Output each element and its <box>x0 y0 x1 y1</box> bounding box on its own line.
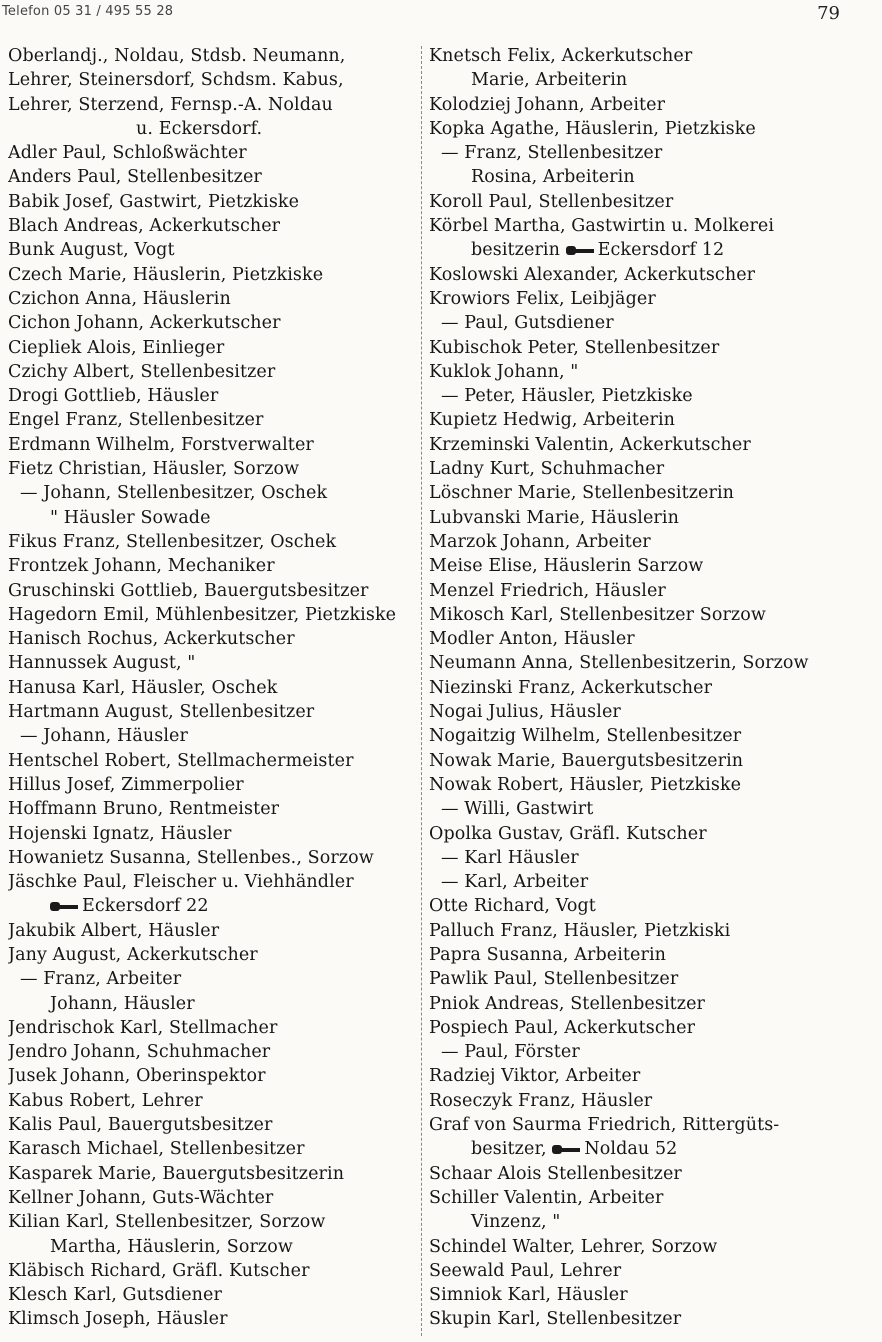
directory-entry: Kläbisch Richard, Gräfl. Kutscher <box>8 1260 310 1281</box>
directory-entry: Anders Paul, Stellenbesitzer <box>8 167 262 188</box>
directory-entry: Jendro Johann, Schuhmacher <box>8 1042 271 1063</box>
directory-entry: Krzeminski Valentin, Ackerkutscher <box>429 434 751 455</box>
directory-entry: Johann, Häusler <box>50 993 195 1014</box>
phone-header: Telefon 05 31 / 495 55 28 <box>2 4 174 19</box>
directory-entry: Frontzek Johann, Mechaniker <box>8 556 275 577</box>
directory-entry: Kupietz Hedwig, Arbeiterin <box>429 410 676 431</box>
directory-entry: " Häusler Sowade <box>50 507 211 528</box>
directory-entry: Schaar Alois Stellenbesitzer <box>429 1163 682 1184</box>
directory-entry: Roseczyk Franz, Häusler <box>429 1090 653 1111</box>
directory-entry: Skupin Karl, Stellenbesitzer <box>429 1309 682 1330</box>
directory-entry: — Karl Häusler <box>441 847 579 868</box>
directory-entry: — Paul, Förster <box>441 1042 580 1063</box>
directory-entry: Gruschinski Gottlieb, Bauergutsbesitzer <box>8 580 369 601</box>
directory-entry: Simniok Karl, Häusler <box>429 1285 628 1306</box>
directory-entry: Papra Susanna, Arbeiterin <box>429 944 667 965</box>
directory-entry: Kuklok Johann, " <box>429 361 579 382</box>
directory-entry: Klesch Karl, Gutsdiener <box>8 1285 222 1306</box>
directory-entry: Klimsch Joseph, Häusler <box>8 1309 228 1330</box>
directory-entry: Krowiors Felix, Leibjäger <box>429 288 656 309</box>
directory-entry: Knetsch Felix, Ackerkutscher <box>429 46 693 66</box>
directory-entry: Pospiech Paul, Ackerkutscher <box>429 1017 696 1038</box>
directory-entry: Palluch Franz, Häusler, Pietzkiski <box>429 920 731 941</box>
directory-entry: Kalis Paul, Bauergutsbesitzer <box>8 1115 273 1136</box>
directory-entry: Schiller Valentin, Arbeiter <box>429 1187 664 1208</box>
directory-entry: Kolodziej Johann, Arbeiter <box>429 94 666 115</box>
directory-entry: Adler Paul, Schloßwächter <box>8 143 247 164</box>
directory-entry: Vinzenz, " <box>471 1212 561 1233</box>
directory-entry: Seewald Paul, Lehrer <box>429 1260 622 1281</box>
directory-entry: Kopka Agathe, Häuslerin, Pietzkiske <box>429 118 756 139</box>
directory-entry: Drogi Gottlieb, Häusler <box>8 386 219 407</box>
telephone-key-icon <box>552 1144 578 1156</box>
directory-entry: Jäschke Paul, Fleischer u. Viehhändler <box>8 872 354 893</box>
directory-entry: Marie, Arbeiterin <box>471 70 628 91</box>
directory-entry: Hannussek August, " <box>8 653 196 674</box>
directory-entry: — Karl, Arbeiter <box>441 872 589 893</box>
directory-entry: Marzok Johann, Arbeiter <box>429 531 651 552</box>
directory-entry: Engel Franz, Stellenbesitzer <box>8 410 264 431</box>
directory-entry: Blach Andreas, Ackerkutscher <box>8 216 281 237</box>
directory-entry: Nowak Marie, Bauergutsbesitzerin <box>429 750 744 771</box>
directory-entry: Schindel Walter, Lehrer, Sorzow <box>429 1236 718 1257</box>
directory-entry: Karasch Michael, Stellenbesitzer <box>8 1139 305 1160</box>
directory-entry: Eckersdorf 22 <box>8 894 418 918</box>
right-column <box>429 44 879 1332</box>
directory-entry: Ladny Kurt, Schuhmacher <box>429 459 665 480</box>
directory-entry: Kubischok Peter, Stellenbesitzer <box>429 337 720 358</box>
directory-entry: Hanusa Karl, Häusler, Oschek <box>8 677 278 698</box>
directory-entry: Jany August, Ackerkutscher <box>8 944 258 965</box>
directory-entry: Nogaitzig Wilhelm, Stellenbesitzer <box>429 726 742 747</box>
directory-entry: Lubvanski Marie, Häuslerin <box>429 507 679 528</box>
directory-entry: Hartmann August, Stellenbesitzer <box>8 702 315 723</box>
directory-entry: Czichy Albert, Stellenbesitzer <box>8 361 276 382</box>
directory-entry: Babik Josef, Gastwirt, Pietzkiske <box>8 191 300 212</box>
directory-entry: Niezinski Franz, Ackerkutscher <box>429 677 713 698</box>
directory-entry: Meise Elise, Häuslerin Sarzow <box>429 556 704 577</box>
directory-entry: Hagedorn Emil, Mühlenbesitzer, Pietzkiske <box>8 604 397 625</box>
directory-entry: Jakubik Albert, Häusler <box>8 920 220 941</box>
directory-entry: Fikus Franz, Stellenbesitzer, Oschek <box>8 531 337 552</box>
directory-entry: Opolka Gustav, Gräfl. Kutscher <box>429 823 707 844</box>
directory-entry: Mikosch Karl, Stellenbesitzer Sorzow <box>429 604 766 625</box>
directory-entry: Hanisch Rochus, Ackerkutscher <box>8 629 295 650</box>
directory-entry: Czichon Anna, Häuslerin <box>8 288 231 309</box>
column-divider <box>421 46 422 1336</box>
directory-entry: Rosina, Arbeiterin <box>471 167 635 188</box>
directory-entry: Pawlik Paul, Stellenbesitzer <box>429 969 679 990</box>
directory-entry: Oberlandj., Noldau, Stdsb. Neumann, <box>8 46 346 66</box>
directory-entry: Löschner Marie, Stellenbesitzerin <box>429 483 735 504</box>
directory-entry: Fietz Christian, Häusler, Sorzow <box>8 459 300 480</box>
directory-entry: Pniok Andreas, Stellenbesitzer <box>429 993 706 1014</box>
directory-entry: besitzerin Eckersdorf 12 <box>471 240 725 261</box>
directory-entry: Nowak Robert, Häusler, Pietzkiske <box>429 774 742 795</box>
directory-entry: — Peter, Häusler, Pietzkiske <box>441 386 693 407</box>
directory-entry: Nogai Julius, Häusler <box>429 702 621 723</box>
directory-entry: Ciepliek Alois, Einlieger <box>8 337 225 358</box>
telephone-key-icon <box>50 901 76 913</box>
directory-entry: Erdmann Wilhelm, Forstverwalter <box>8 434 314 455</box>
directory-entry: — Johann, Stellenbesitzer, Oschek <box>20 483 328 504</box>
directory-entry: Lehrer, Steinersdorf, Schdsm. Kabus, <box>8 70 344 91</box>
directory-entry: Hentschel Robert, Stellmachermeister <box>8 750 354 771</box>
directory-entry: Kasparek Marie, Bauergutsbesitzerin <box>8 1163 345 1184</box>
directory-entry: Neumann Anna, Stellenbesitzerin, Sorzow <box>429 653 809 674</box>
directory-entry: Menzel Friedrich, Häusler <box>429 580 666 601</box>
directory-entry: Kilian Karl, Stellenbesitzer, Sorzow <box>8 1212 326 1233</box>
directory-entry: Jusek Johann, Oberinspektor <box>8 1066 266 1087</box>
page-number: 79 <box>817 3 840 24</box>
directory-entry: — Willi, Gastwirt <box>441 799 594 820</box>
directory-entry: — Johann, Häusler <box>20 726 188 747</box>
directory-entry: Martha, Häuslerin, Sorzow <box>50 1236 293 1257</box>
telephone-key-icon <box>566 245 592 257</box>
directory-entry: — Paul, Gutsdiener <box>441 313 614 334</box>
directory-entry: Cichon Johann, Ackerkutscher <box>8 313 281 334</box>
directory-entry: Radziej Viktor, Arbeiter <box>429 1066 641 1087</box>
directory-entry: Kabus Robert, Lehrer <box>8 1090 203 1111</box>
directory-entry: — Franz, Arbeiter <box>20 969 182 990</box>
directory-entry: Otte Richard, Vogt <box>429 896 596 917</box>
directory-entry: Czech Marie, Häuslerin, Pietzkiske <box>8 264 324 285</box>
directory-entry: Koslowski Alexander, Ackerkutscher <box>429 264 756 285</box>
directory-entry: — Franz, Stellenbesitzer <box>441 143 663 164</box>
directory-entry: Howanietz Susanna, Stellenbes., Sorzow <box>8 847 374 868</box>
directory-entry: Modler Anton, Häusler <box>429 629 635 650</box>
directory-entry: u. Eckersdorf. <box>136 118 263 139</box>
directory-entry: Jendrischok Karl, Stellmacher <box>8 1017 278 1038</box>
directory-entry: Kellner Johann, Guts-Wächter <box>8 1187 274 1208</box>
directory-entry: Graf von Saurma Friedrich, Rittergüts- <box>429 1115 780 1136</box>
directory-entry: Körbel Martha, Gastwirtin u. Molkerei <box>429 216 775 237</box>
left-column <box>8 44 418 1332</box>
directory-entry: Hillus Josef, Zimmerpolier <box>8 774 244 795</box>
directory-entry: Bunk August, Vogt <box>8 240 175 261</box>
directory-entry: Lehrer, Sterzend, Fernsp.-A. Noldau <box>8 94 333 115</box>
directory-entry: besitzer, Noldau 52 <box>471 1139 678 1160</box>
directory-entry: Koroll Paul, Stellenbesitzer <box>429 191 674 212</box>
directory-entry: Hoffmann Bruno, Rentmeister <box>8 799 280 820</box>
directory-entry: Hojenski Ignatz, Häusler <box>8 823 232 844</box>
